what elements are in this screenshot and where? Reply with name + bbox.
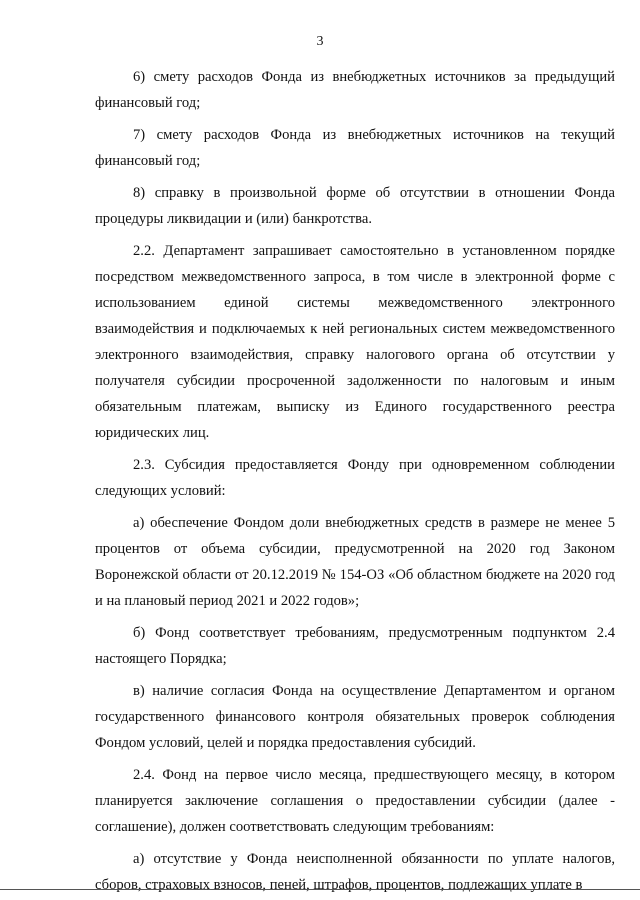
paragraph-2-3-a: а) обеспечение Фондом доли внебюджетных средств в размере не менее 5 процентов от объема субсидии, предусмотренной на 2020 год Законом Воронежской области от 20.12.2019 № 154-ОЗ «Об областном бюджете на 2020 год и на плановый период 2021 и 2022 годов»; xyxy=(95,515,615,609)
paragraph-2-3-b: б) Фонд соответствует требованиям, предусмотренным подпунктом 2.4 настоящего Порядка; xyxy=(95,625,615,667)
paragraph-2-2: 2.2. Департамент запрашивает самостоятельно в установленном порядке посредством межведомственного запроса, в том числе в электронной форме с использованием единой системы межведомственного электронного взаимодействия и подключаемых к ней региональных систем межведомственного электронного взаимодействия, справку налогового органа об отсутствии у получателя субсидии просроченной задолженности по налоговым и иным обязательным платежам, выписку из Единого государственного реестра юридических лиц. xyxy=(95,243,615,441)
paragraph-item-7: 7) смету расходов Фонда из внебюджетных источников на текущий финансовый год; xyxy=(95,127,615,169)
paragraph-item-8: 8) справку в произвольной форме об отсутствии в отношении Фонда процедуры ликвидации и (или) банкротства. xyxy=(95,185,615,227)
page-number: 3 xyxy=(316,34,324,49)
paragraph-2-4: 2.4. Фонд на первое число месяца, предшествующего месяцу, в котором планируется заключение соглашения о предоставлении субсидии (далее - соглашение), должен соответствовать следующим требованиям: xyxy=(95,767,615,835)
paragraph-2-3: 2.3. Субсидия предоставляется Фонду при одновременном соблюдении следующих условий: xyxy=(95,457,615,499)
page-bottom-edge xyxy=(0,889,640,890)
paragraph-item-6: 6) смету расходов Фонда из внебюджетных источников за предыдущий финансовый год; xyxy=(95,69,615,111)
document-body xyxy=(95,64,615,898)
paragraph-2-4-a: а) отсутствие у Фонда неисполненной обязанности по уплате налогов, сборов, страховых взносов, пеней, штрафов, процентов, подлежащих уплате в xyxy=(95,851,615,893)
paragraph-2-3-v: в) наличие согласия Фонда на осуществление Департаментом и органом государственного финансового контроля обязательных проверок соблюдения Фондом условий, целей и порядка предоставления субсидий. xyxy=(95,683,615,751)
